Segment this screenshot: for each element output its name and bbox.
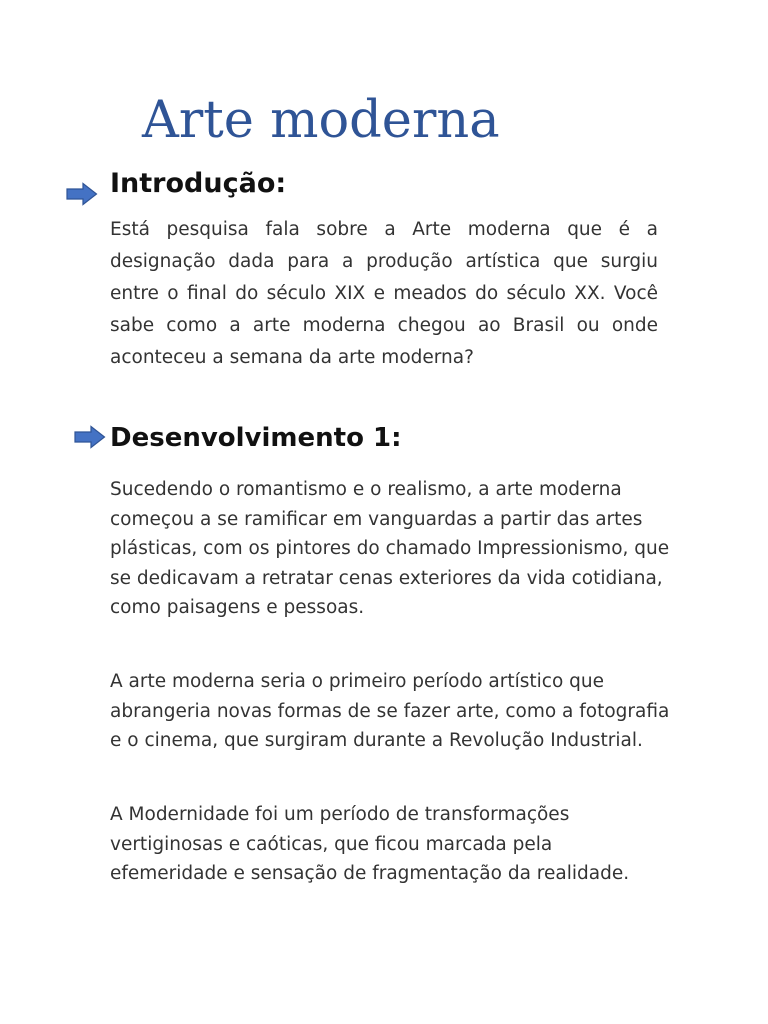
right-arrow-icon [74, 425, 106, 449]
document-title: Arte moderna [142, 91, 500, 150]
intro-paragraph: Está pesquisa fala sobre a Arte moderna que é a designação dada para a produção artística que surgiu entre o final do século XIX e meados do século XX. Você sabe como a arte moderna chegou ao Brasil ou onde aconteceu a semana da arte moderna? [110, 219, 658, 368]
development-paragraph-2: A arte moderna seria o primeiro período artístico que abrangeria novas formas de se fazer arte, como a fotografia e o cinema, que surgiram durante a Revolução Industrial. [110, 671, 670, 752]
development-paragraph-3: A Modernidade foi um período de transformações vertiginosas e caóticas, que ficou marcada pela efemeridade e sensação de fragmentação da realidade. [110, 804, 630, 885]
right-arrow-icon [66, 182, 98, 206]
section-heading-introducao: Introdução: [110, 168, 287, 199]
section-heading-desenvolvimento: Desenvolvimento 1: [110, 423, 402, 453]
development-paragraph-1: Sucedendo o romantismo e o realismo, a arte moderna começou a se ramificar em vanguardas a partir das artes plásticas, com os pintores do chamado Impressionismo, que se dedicavam a retratar cenas exteriores da vida cotidiana, como paisagens e pessoas. [110, 479, 670, 619]
